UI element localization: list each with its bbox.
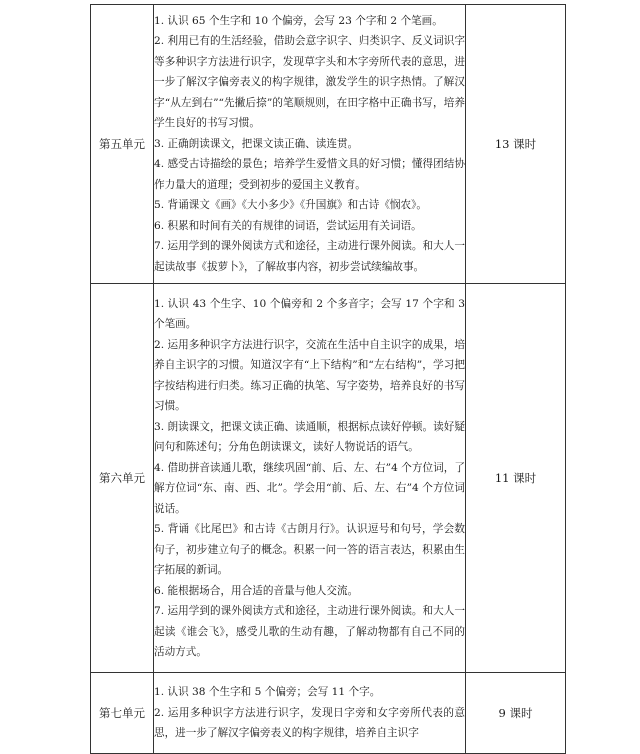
- goal-item: 2. 运用多种识字方法进行识字，交流在生活中自主识字的成果，培养自主识字的习惯。知道汉字有“上下结构”和“左右结构”，学习把字按结构进行归类。练习正确的执笔、写字姿势，培养良好的书写习惯。: [154, 338, 465, 412]
- table-row: [91, 673, 566, 754]
- unit-goals-cell: [154, 673, 466, 754]
- goal-item: 3. 朗读课文，把课文读正确、读通顺，根据标点读好停顿。读好疑问句和陈述句；分角色朗读课文，读好人物说话的语气。: [154, 420, 465, 453]
- goal-item: 2. 运用多种识字方法进行识字，发现日字旁和女字旁所代表的意思，进一步了解汉字偏旁表义的构字规律，培养自主识字: [154, 706, 465, 740]
- goal-item: 1. 认识 43 个生字、10 个偏旁和 2 个多音字；会写 17 个字和 3 个笔画。: [154, 297, 465, 330]
- unit-name-cell: 第六单元: [91, 284, 154, 673]
- goal-item: 7. 运用学到的课外阅读方式和途径，主动进行课外阅读。和大人一起读《谁会飞》，感受儿歌的生动有趣，了解动物都有自己不同的活动方式。: [154, 605, 465, 658]
- goal-item: 5. 背诵《比尾巴》和古诗《古朗月行》。认识逗号和句号，学会数句子，初步建立句子的概念。积累一问一答的语言表达，积累由生字拓展的新词。: [154, 523, 465, 576]
- goal-item: 7. 运用学到的课外阅读方式和途径，主动进行课外阅读。和大人一起读故事《拔萝卜》，了解故事内容，初步尝试续编故事。: [154, 240, 465, 273]
- goal-item: 1. 认识 38 个生字和 5 个偏旁；会写 11 个字。: [154, 686, 381, 699]
- unit-hours-cell: 13 课时: [466, 5, 566, 284]
- unit-goals-cell: [154, 5, 466, 284]
- goal-item: 6. 能根据场合，用合适的音量与他人交流。: [154, 584, 359, 597]
- goal-item: 4. 感受古诗描绘的景色；培养学生爱惜文具的好习惯；懂得团结协作力量大的道理；受到初步的爱国主义教育。: [154, 158, 465, 191]
- unit-hours-cell: 9 课时: [466, 673, 566, 754]
- goal-item: 5. 背诵课文《画》《大小多少》《升国旗》和古诗《悯农》。: [154, 199, 428, 212]
- goal-item: 3. 正确朗读课文，把课文读正确、读连贯。: [154, 137, 359, 150]
- table-row: [91, 5, 566, 284]
- teaching-plan-table: [90, 4, 566, 754]
- goal-item: 2. 利用已有的生活经验，借助会意字识字、归类识字、反义词识字等多种识字方法进行识字，发现草字头和木字旁所代表的意思，进一步了解汉字偏旁表义的构字规律，激发学生的识字热情。了解汉字“从左到右”“先撇后捺”的笔顺规则，在田字格中正确书写，培养学生良好的书写习惯。: [154, 35, 465, 130]
- table-row: [91, 284, 566, 673]
- goal-item: 1. 认识 65 个生字和 10 个偏旁，会写 23 个字和 2 个笔画。: [154, 14, 443, 27]
- goal-item: 4. 借助拼音读通儿歌，继续巩固“前、后、左、右”4 个方位词，了解方位词“东、南、西、北”。学会用“前、后、左、右”4 个方位词说话。: [154, 461, 465, 515]
- unit-hours-cell: 11 课时: [466, 284, 566, 673]
- unit-name-cell: 第七单元: [91, 673, 154, 754]
- unit-goals-cell: [154, 284, 466, 673]
- unit-name-cell: 第五单元: [91, 5, 154, 284]
- goal-item: 6. 积累和时间有关的有规律的词语，尝试运用有关词语。: [154, 219, 422, 232]
